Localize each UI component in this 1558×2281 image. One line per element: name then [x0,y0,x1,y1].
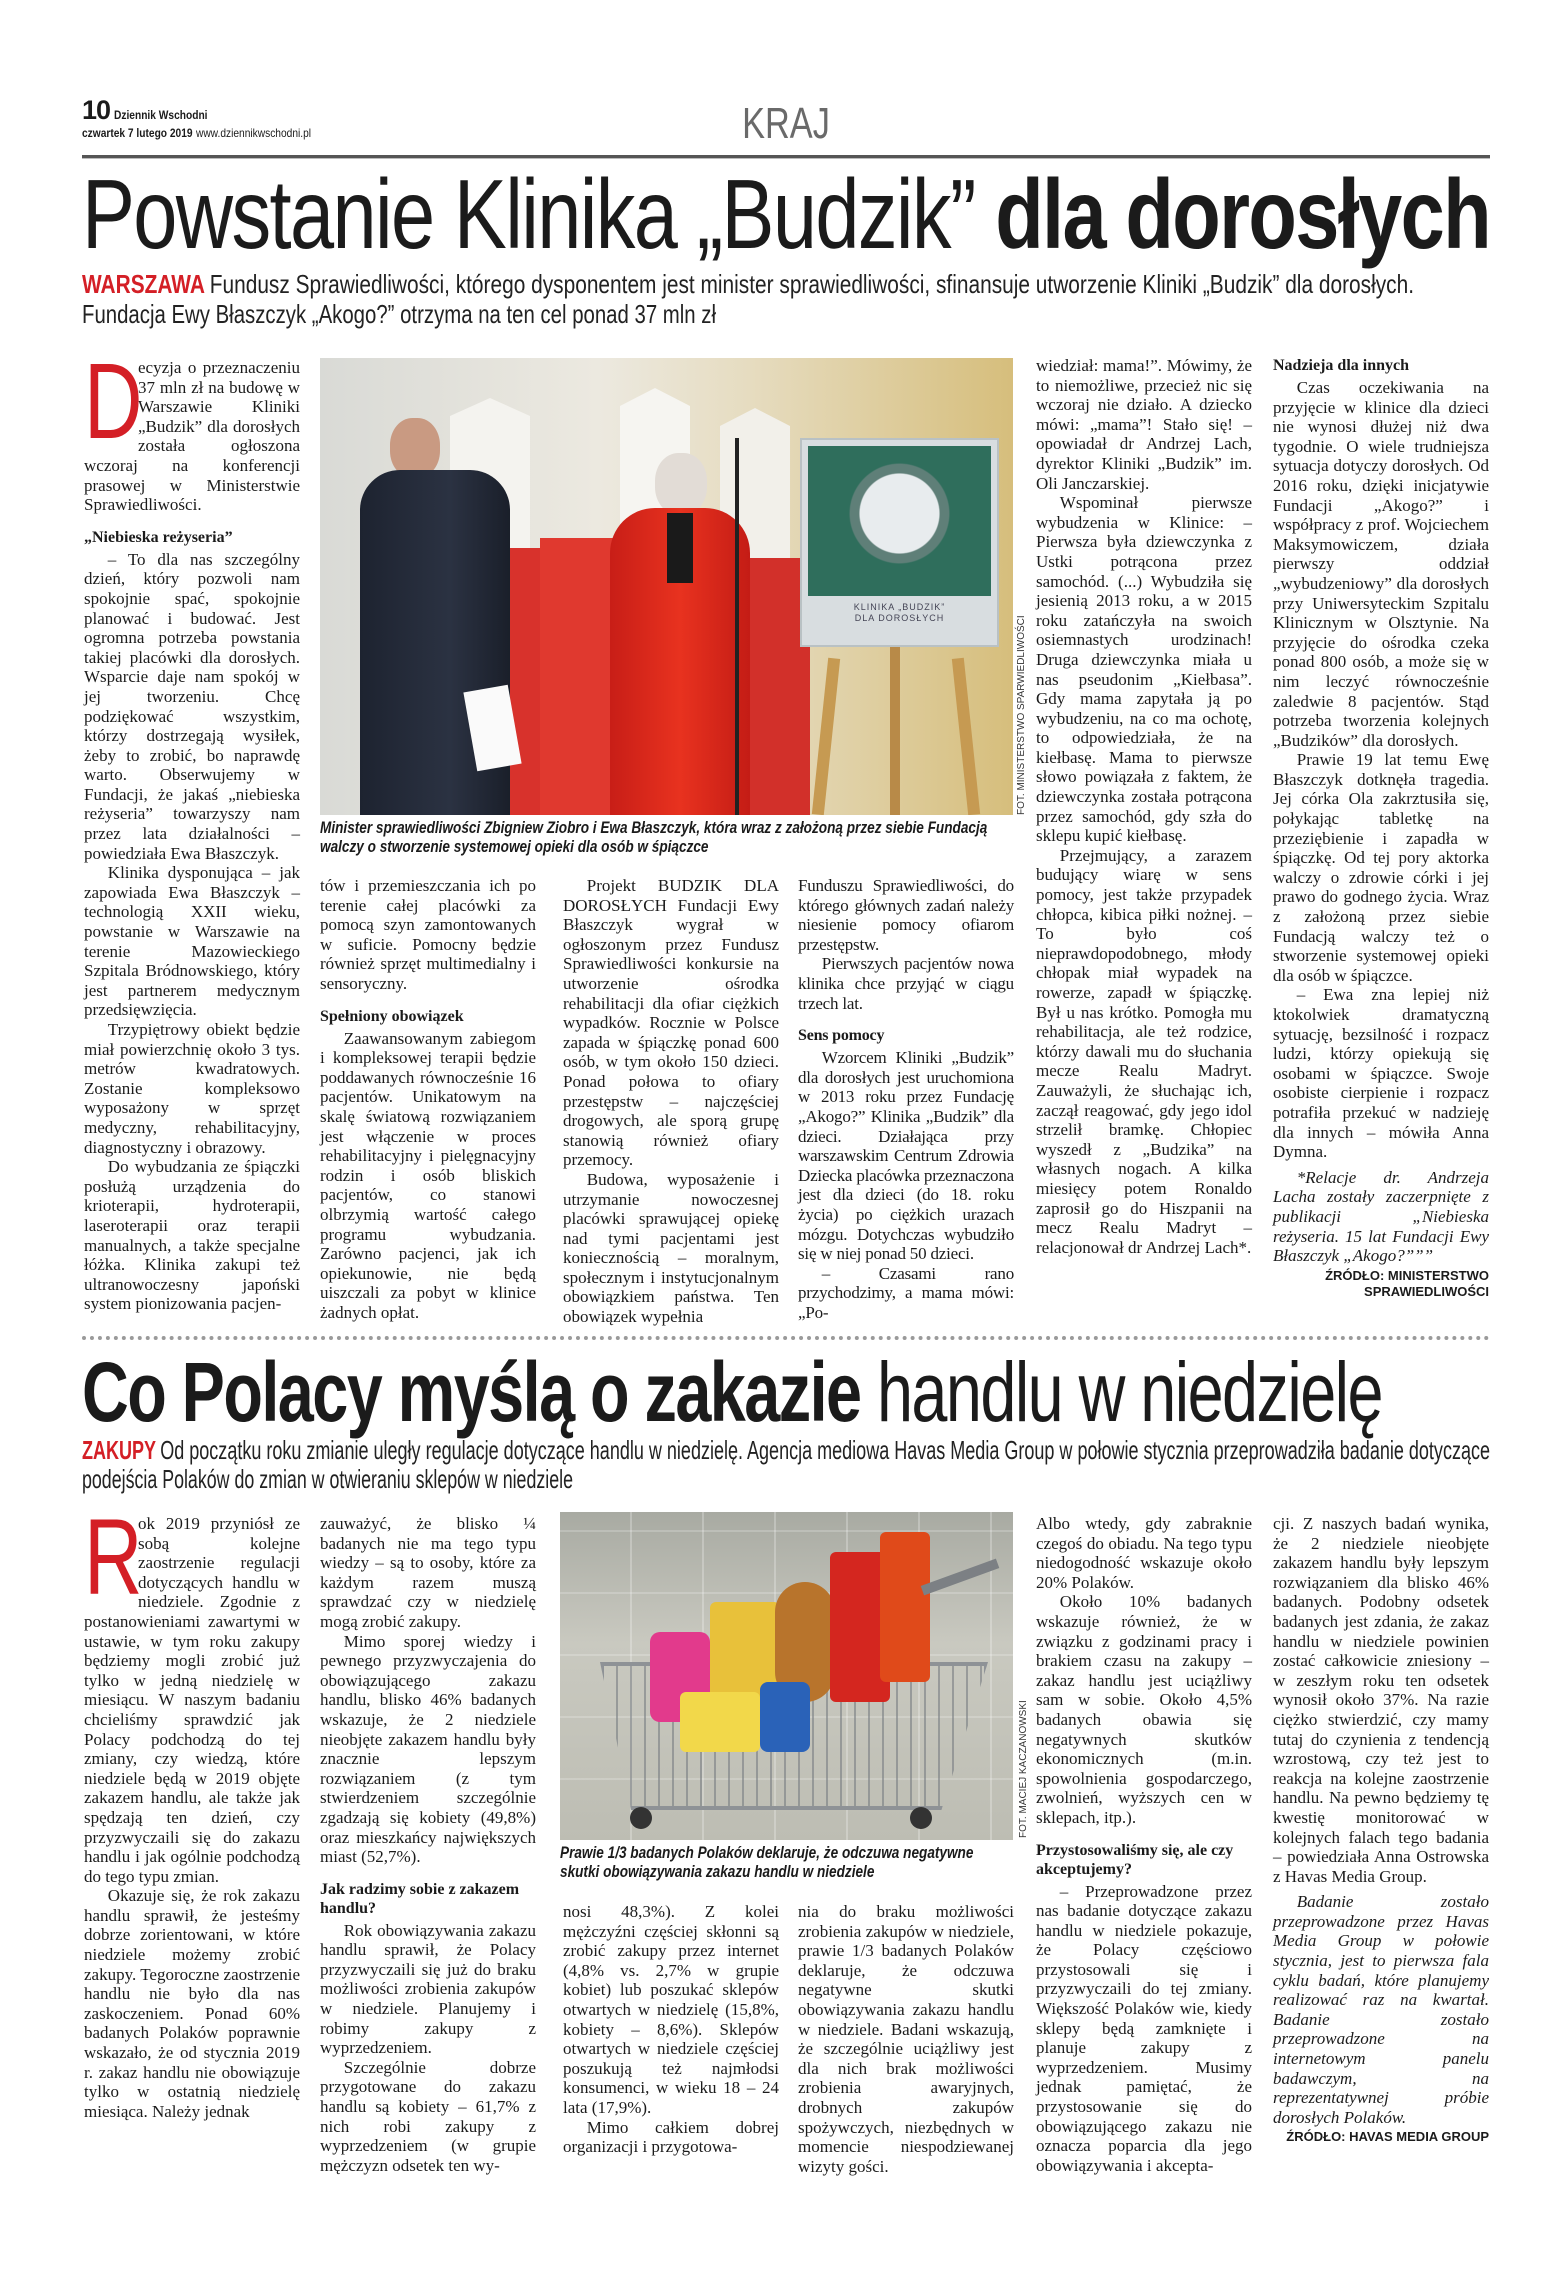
paragraph: wiedział: mama!”. Mówimy, że to niemożliwe, przecież nic się wczoraj nie działo. A dziecko mówi: „mama”! Stało się! – opowiadał dr Andrzej Lach, dyrektor Kliniki „Budzik” im. Oli Janczarskiej. [1036,356,1252,493]
subheading: Przystosowaliśmy się, ale czy akceptujemy? [1036,1841,1234,1878]
paragraph: Przejmujący, a zarazem budujący wiarę w sens pomocy, jest także przypadek chłopca, kibica piłki nożnej. – To było coś nieprawdopodobnego, młody chłopak miał wypadek na rowerze, zapadł w śpiączkę. Był u nas krótko. Pomogła mu rehabilitacja, ale też rodzice, którzy dawali mu do słuchania mecze Realu Madryt. Zauważyli, że słuchając ich, zaczął reagować, gdy jego idol strzelił bramkę. Chłopiec wyszedł z „Budzika” na własnych nogach. A kilka miesięcy potem Ronaldo zaprosił go do Hiszpanii na mecz Realu Madryt – relacjonował dr Andrzej Lach*. [1036,845,1252,1257]
photo-credit: FOT. MACIEJ KACZANOWSKI [1018,1700,1029,1838]
article2-headline [82,1345,1382,1439]
photo-caption: Minister sprawiedliwości Zbigniew Ziobro i Ewa Błaszczyk, która wraz z założoną przez siebie Fundacją walczy o stworzenie systemowej opieki dla osób w śpiączce [320,818,988,856]
article1-lead-2 [82,300,891,328]
article2-lead [82,1436,1558,1464]
paragraph: Około 10% badanych wskazuje również, że w związku z godzinami pracy i brakiem czasu na zakupy – zakaz handlu jest uciążliwy sam w sobie. Około 4,5% badanych obawia się negatywnych skutków ekonomicznych (m.in. spowolnienia gospodarczego, zwolnień, wyższych cen w sklepach, itp.). [1036,1592,1252,1827]
paragraph: – Czasami rano przychodzimy, a mama mówi: „Po- [798,1263,1014,1322]
clinic-board [800,438,999,647]
page-number: 10 [82,95,111,125]
paragraph: Mimo sporej wiedzy i pewnego przyzwyczajenia do obowiązującego zakazu handlu, blisko 46% badanych wskazuje, że 2 niedziele nieobjęte zakazem handlu były znacznie lepszym rozwiązaniem (z tym stwierdzeniem szczególnie zgadzają się kobiety (49,8%) oraz mieszkańcy największych miast (52,7%). [320,1631,536,1867]
article-separator [82,1336,1490,1340]
subheading: „Niebieska reżyseria” [84,528,233,546]
cart-wheel [910,1807,932,1829]
article1-column-1 [84,340,300,1314]
source-credit: ŹRÓDŁO: MINISTERSTWO SPRAWIEDLIWOŚCI [1325,1267,1489,1299]
footnote: *Relacje dr. Andrzeja Lacha zostały zaczerpnięte z publikacji „Niebieska reżyseria. 15 lat Fundacji Ewy Błaszczyk „Akogo?””” [1273,1167,1489,1266]
headline-regular: Powstanie Klinika „Budzik” [82,159,975,269]
easel-leg [890,638,900,815]
board-label [802,602,997,624]
headline-bold: dla dorosłych [995,159,1490,269]
drop-cap: D [84,340,143,461]
paragraph: Budowa, wyposażenie i utrzymanie nowoczesnej placówki sprawującej opiekę nad tymi pacjentami jest koniecznością – moralnym, społecznym i instytucjonalnym obowiązkiem państwa. Ten obowiązek wypełnia [563,1169,779,1327]
product [680,1692,760,1752]
man-head [390,418,440,478]
lead-kicker: WARSZAWA [82,269,205,299]
lead-line-2: Fundacja Ewy Błaszczyk „Akogo?” otrzyma na ten cel ponad 37 mln zł [82,299,716,329]
lead-line-2: podejścia Polaków do zmian w otwieraniu sklepów w niedziele [82,1464,573,1494]
subheading: Sens pomocy [798,1027,885,1045]
microphone-stand [735,438,739,815]
subheading: Nadzieja dla innych [1273,357,1410,374]
paragraph: Wzorcem Kliniki „Budzik” dla dorosłych jest uruchomiona w 2013 roku przez Fundację „Akogo?” Klinika „Budzik” dla dzieci. Działająca przy warszawskim Centrum Zdrowia Dziecka placówka przeznaczona jest dla dzieci (do 18. roku życia) po ciężkich urazach mózgu. Dotychczas wybudziło się w niej ponad 50 dzieci. [798,1048,1014,1264]
paragraph: Projekt BUDZIK DLA DOROSŁYCH Fundacji Ewy Błaszczyk wygrał w ogłoszonym przez Fundusz Sprawiedliwości konkursie na utworzenie ośrodka rehabilitacji dla ofiar ciężkich wypadków. Rocznie w Polsce zapada w śpiączkę ponad 600 osób, w tym około 150 dzieci. Ponad połowa to ofiary przestępstw – najczęściej drogowych, ale sporą grupę stanowią również ofiary przemocy. [563,876,779,1170]
paragraph: Szczególnie dobrze przygotowane do zakazu handlu są kobiety – 61,7% z nich robi zakupy z wyprzedzeniem (w grupie mężczyzn odsetek ten wy- [320,2057,536,2175]
shopping-cart-photo [560,1512,1013,1840]
black-top [667,513,693,583]
article2-column-3 [563,1902,779,2157]
board-text: DLA DOROSŁYCH [854,613,945,623]
source-credit: ŹRÓDŁO: HAVAS MEDIA GROUP [1286,2129,1489,2145]
press-conference-photo [320,358,1013,815]
product [760,1682,810,1752]
lead-line-1: Od początku roku zmianie uległy regulacje dotyczące handlu w niedzielę. Agencja mediowa Havas Media Group w połowie stycznia przeprowadziła badanie dotyczące [160,1435,1490,1465]
intro-paragraph [84,1496,300,1886]
paragraph-text: ecyzja o przeznaczeniu 37 mln zł na budowę w Warszawie Kliniki „Budzik” dla dorosłych została ogłoszona wczoraj na konferencji prasowej w Ministerstwie Sprawiedliwości. [84,358,300,515]
paragraph: nia do braku możliwości zrobienia zakupów w niedziele, prawie 1/3 badanych Polaków deklaruje, że odczuwa negatywne skutki obowiązywania zakazu handlu w niedziele. Badani wskazują, że szczególnie uciążliwy jest dla nich brak możliwości zrobienia awaryjnych, drobnych zakupów spożywczych, niezbędnych w momencie niespodziewanej wizyty gości. [798,1902,1014,2176]
lead-line-1: Fundusz Sprawiedliwości, którego dysponentem jest minister sprawiedliwości, sfinansuje utworzenie Kliniki „Budzik” dla dorosłych. [209,269,1415,299]
article2-lead-2 [82,1465,799,1493]
article1-column-4 [798,876,1014,1322]
paragraph: tów i przemieszczania ich po terenie całej placówki za pomocą szyn zamontowanych w suficie. Pomocny będzie również sprzęt multimedialny i sensoryczny. [320,876,536,993]
paragraph: Prawie 19 lat temu Ewę Błaszczyk dotknęła tragedia. Jej córka Ola zakrztusiła się, połykając tabletkę na przeziębienie i zapadła w śpiączkę. Od tej pory aktorka walczy o zdrowie córki i jej prawo do godnego życia. Wraz z założoną przez siebie Fundacją walczy też o stworzenie systemowej opieki dla osób w śpiączce. [1273,750,1489,985]
clinic-rendering [808,446,991,596]
dateline [82,126,311,140]
article1-lead [82,270,1558,298]
subheading: Jak radzimy sobie z zakazem handlu? [320,1880,520,1917]
easel-leg [952,658,980,815]
paragraph: Czas oczekiwania na przyjęcie w klinice dla dzieci nie wynosi dłużej niż dwa tygodnie. O wiele trudniejsza sytuacja dotyczy dorosłych. Od 2016 roku, dzięki inicjatywie Fundacji „Akogo?” i współpracy z prof. Wojciechem Maksymowiczem, działa pierwszy oddział „wybudzeniowy” dla dorosłych przy Uniwersyteckim Szpitalu Klinicznym w Olsztynie. Na przyjęcie do ośrodka czeka ponad 800 osób, a może się w nim leczyć równocześnie zaledwie 8 pacjentów. Stąd potrzeba tworzenia kolejnych „Budzików” dla dorosłych. [1273,378,1489,750]
paragraph: Zaawansowanym zabiegom i kompleksowej terapii będzie poddawanych równocześnie 16 pacjentów. Unikatowym na skalę światową rozwiązaniem jest włączenie w proces rehabilitacyjny i pielęgnacyjny rodzin i osób bliskich pacjentów, co stanowi olbrzymią wartość całego programu wybudzania. Zarówno pacjenci, jak ich opiekunowie, nie będą uiszczali za pobyt w klinice żadnych opłat. [320,1028,536,1322]
paragraph: cji. Z naszych badań wynika, że 2 niedziele nieobjęte zakazem handlu były lepszym rozwiązaniem dla blisko 46% badanych. Podobny odsetek badanych jest zdania, że zakaz handlu w niedziele powinien zostać całkowicie zniesiony – w zeszłym roku ten odsetek wynosił około 37%. Na razie ciężko stwierdzić, czy mamy tutaj do czynienia z tendencją wzrostową, czy też jest to reakcja na kolejne zaostrzenie handlu. Na pewno będziemy tę kwestię monitorować w kolejnych falach tego badania – powiedziała Anna Ostrowska z Havas Media Group. [1273,1514,1489,1886]
article2-column-4 [798,1902,1014,2176]
article1-column-2 [320,876,536,1322]
article2-column-1 [84,1496,300,2121]
lead-kicker: ZAKUPY [82,1435,157,1465]
paragraph-text: ok 2019 przyniósł ze sobą kolejne zaostrzenie regulacji dotyczących handlu w niedziele. Zgodnie z postanowieniami zawartymi w ustawie, w tym roku zakupy będziemy mogli zrobić już tylko w jedną niedzielę w miesiącu. W naszym badaniu chcieliśmy sprawdzić jak Polacy podchodzą do tej zmiany, czy wiedzą, które niedziele będą w 2019 objęte zakazem handlu, ale także jak spędzają ten dzień, czy przyzwyczaili się do zakazu handlu i jak ogólnie podchodzą do tego typu zmian. [84,1514,300,1886]
article2-column-6 [1273,1514,1489,2145]
drop-cap: R [84,1496,143,1617]
paragraph: Funduszu Sprawiedliwości, do którego głównych zadań należy niesienie pomocy ofiarom przestępstw. [798,876,1014,954]
paragraph: – To dla nas szczególny dzień, który pozwoli nam spokojnie spać, spokojnie planować i budować. Jest ogromna potrzeba powstania takiej placówki dla dorosłych. Wsparcie daje nam spokój w jej tworzeniu. Chcę podziękować wszystkim, którzy dostrzegają wysiłek, żeby to zrobić, bo naprawdę warto. Obserwujemy w Fundacji, że jakaś „niebieska reżyseria” towarzyszy nam przez lata działalności – powiedziała Ewa Błaszczyk. [84,549,300,863]
article1-column-6 [1273,356,1489,1300]
article1-column-3 [563,876,779,1327]
paragraph: Rok obowiązywania zakazu handlu sprawił, że Polacy przyzwyczaili się już do braku możliwości zrobienia zakupów w niedziele. Planujemy i robimy zakupy z wyprzedzeniem. [320,1920,536,2058]
article2-column-2 [320,1514,536,2175]
subheading: Spełniony obowiązek [320,1007,464,1025]
paragraph: Okazuje się, że rok zakazu handlu sprawił, że jesteśmy dobrze zorientowani, w które niedziele możemy zrobić zakupy. Tegoroczne zaostrzenie handlu nie było dla nas zaskoczeniem. Ponad 60% badanych Polaków poprawnie wskazało, że od stycznia 2019 r. zakaz handlu nie obowiązuje tylko w ostatnią niedzielę miesiąca. Należy jednak [84,1886,300,2121]
footnote: Badanie zostało przeprowadzone przez Havas Media Group w połowie stycznia, jest to pierwsza fala cyklu badań, które planujemy realizować raz na kwartał. Badanie zostało przeprowadzone na internetowym panelu badawczym, na reprezentatywnej próbie dorosłych Polaków. [1273,1892,1489,2127]
article2-column-5 [1036,1514,1252,2175]
issue-date: czwartek 7 lutego 2019 [82,126,193,140]
photo-credit: FOT. MINISTERSTWO SPARWIEDLIWOŚCI [1016,615,1027,815]
paragraph: Do wybudzania ze śpiączki posłużą urządzenia do krioterapii, hydroterapii, laseroterapii oraz terapii manualnych, a także specjalne łóżka. Klinika zakupi też ultranowoczesny japoński system pionizowania pacjen- [84,1157,300,1314]
board-text: KLINIKA „BUDZIK” [853,602,946,612]
easel-leg [812,658,840,815]
intro-paragraph [84,340,300,515]
photo-caption: Prawie 1/3 badanych Polaków deklaruje, że odczuwa negatywne skutki obowiązywania zakazu handlu w niedziele [560,1843,974,1881]
article1-column-5 [1036,356,1252,1257]
website-link[interactable]: www.dziennikwschodni.pl [195,126,312,140]
cart-wheel [630,1807,652,1829]
newspaper-name: Dziennik Wschodni [114,108,208,122]
paragraph: zauważyć, że blisko ¼ badanych nie ma tego typu wiedzy – są to osoby, które za każdym razem muszą sprawdzać czy w niedzielę mogą zrobić zakupy. [320,1514,536,1631]
paragraph: Albo wtedy, gdy zabraknie czegoś do obiadu. Na tego typu niedogodność wskazuje około 20% Polaków. [1036,1514,1252,1592]
woman-head [655,453,707,515]
paragraph: – Przeprowadzone przez nas badanie dotyczące zakazu handlu w niedziele pokazuje, że Polacy częściowo przystosowali się i przyzwyczaili do tej zmiany. Większość Polaków wie, kiedy sklepy będą zamknięte i planuje zakupy z wyprzedzeniem. Musimy jednak pamiętać, że przystosowanie się do obowiązującego zakazu nie oznacza poparcia dla jego obowiązywania i akcepta- [1036,1881,1252,2175]
article1-headline [82,159,1490,269]
paragraph: – Ewa zna lepiej niż ktokolwiek dramatyczną sytuację, bezsilność i rozpacz ludzi, którzy opiekują się osobami w śpiączce. Swoje osobiste cierpienie i rozpacz potrafiła przekuć w nadzieję dla innych – mówiła Anna Dymna. [1273,985,1489,1162]
paragraph: Trzypiętrowy obiekt będzie miał powierzchnię około 3 tys. metrów kwadratowych. Zostanie kompleksowo wyposażony w sprzęt medyczny, rehabilitacyjny, diagnostyczny i obrazowy. [84,1020,300,1157]
headline-regular: handlu w niedzielę [876,1345,1382,1439]
paragraph: Klinika dysponująca – jak zapowiada Ewa Błaszczyk – technologią XXII wieku, powstanie w Warszawie na terenie Mazowieckiego Szpitala Bródnowskiego, który jest partnerem medycznym przedsięwzięcia. [84,863,300,1020]
paragraph: Mimo całkiem dobrej organizacji i przygotowa- [563,2117,779,2157]
headline-bold: Co Polacy myślą o zakazie [82,1345,861,1439]
paragraph: Wspominał pierwsze wybudzenia w Klinice: – Pierwsza była dziewczynka z Ustki potrącona przez samochód. (...) Wybudziła się jesienią 2013 roku, a w 2015 roku zatańczyła na swoich osiemnastych urodzinach! Druga dziewczynka miała u nas pseudonim „Kiełbasa”. Gdy mama zapytała ją po wybudzeniu, na co ma ochotę, to odpowiedziała, że na kiełbasę. Mama to pierwsze słowo powiązała z faktem, że dziewczynka została potrącona przez samochód, gdy szła do sklepu kupić kiełbasę. [1036,493,1252,846]
paragraph: Pierwszych pacjentów nowa klinika chce przyjąć w ciągu trzech lat. [798,954,1014,1013]
paragraph: nosi 48,3%). Z kolei mężczyźni częściej skłonni są zrobić zakupy przez internet (4,8% vs. 2,7% w grupie kobiet) lub poszukać sklepów otwartych w niedzielę (15,8%, kobiety – 8,6%). Sklepów otwartych w niedziele częściej poszukują też najmłodsi konsumenci, w wieku 18 – 24 lata (17,9%). [563,1902,779,2117]
product [880,1532,930,1682]
section-title: KRAJ [742,99,830,148]
